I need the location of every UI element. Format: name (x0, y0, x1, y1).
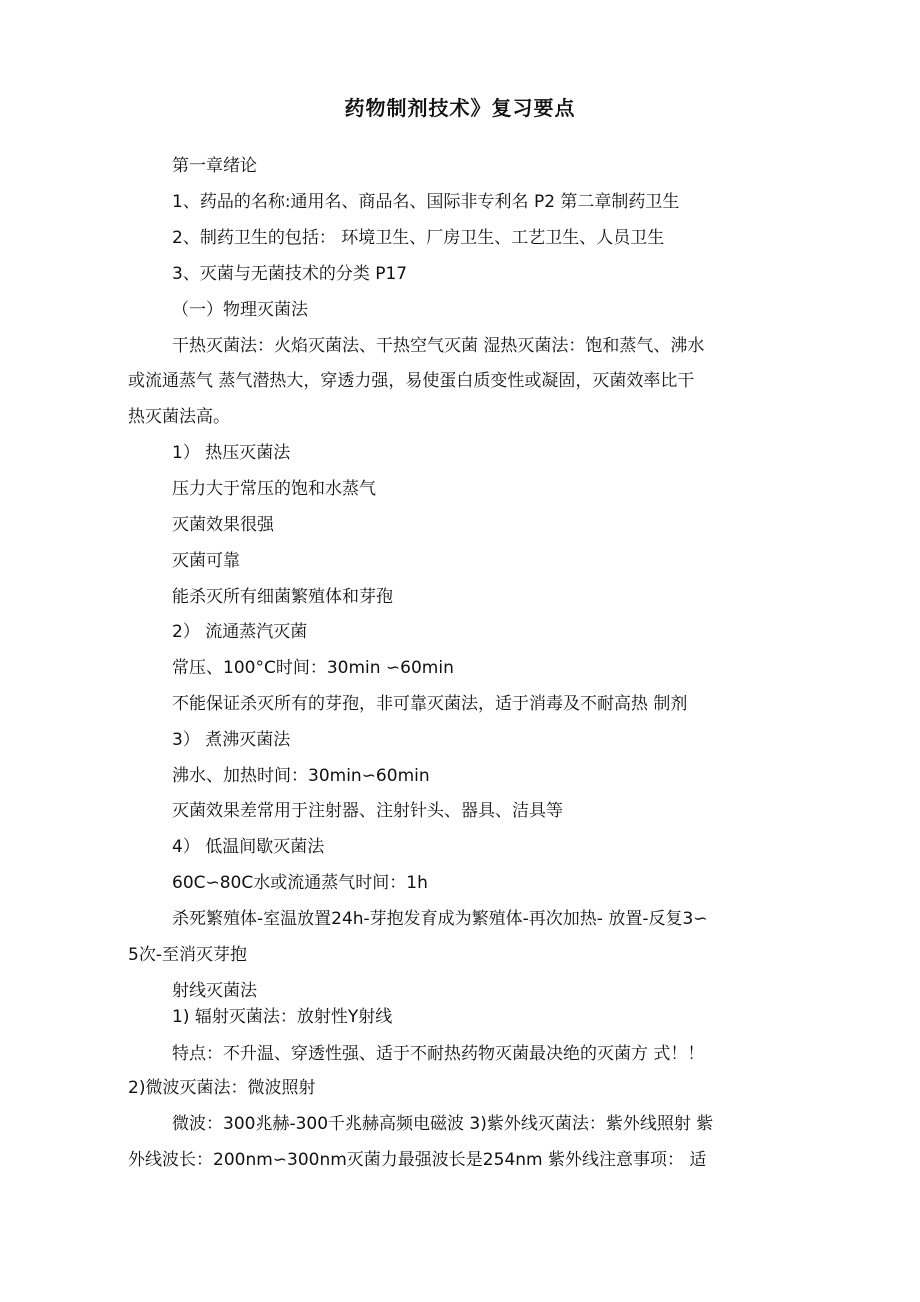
subsection-heading: 1） 热压灭菌法 (172, 443, 291, 463)
text-line: 沸水、加热时间：30min∽60min (172, 766, 430, 786)
subsection-heading: 3） 煮沸灭菌法 (172, 730, 291, 750)
text-line: 5次-至消灭芽抱 (128, 945, 247, 965)
text-line: 外线波长：200nm∽300nm灭菌力最强波长是254nm 紫外线注意事项： 适 (128, 1150, 707, 1170)
subsection-heading: 4） 低温间歇灭菌法 (172, 837, 325, 857)
text-line: 热灭菌法高。 (128, 407, 230, 427)
section-heading: 射线灭菌法 (172, 981, 257, 1001)
text-line: 灭菌可靠 (172, 551, 240, 571)
text-line: 3、灭菌与无菌技术的分类 P17 (172, 264, 408, 284)
text-line: 2、制药卫生的包括： 环境卫生、厂房卫生、工艺卫生、人员卫生 (172, 228, 665, 248)
text-line: 干热灭菌法：火焰灭菌法、干热空气灭菌 湿热灭菌法：饱和蒸气、沸水 (172, 336, 705, 356)
section-heading: （一）物理灭菌法 (172, 300, 308, 320)
subsection-heading: 2） 流通蒸汽灭菌 (172, 622, 308, 642)
text-line: 1、药品的名称:通用名、商品名、国际非专利名 P2 第二章制药卫生 (172, 192, 680, 212)
text-line: 压力大于常压的饱和水蒸气 (172, 479, 376, 499)
chapter-heading: 第一章绪论 (172, 156, 257, 176)
subsection-heading: 2)微波灭菌法：微波照射 (128, 1078, 316, 1098)
text-line: 能杀灭所有细菌繁殖体和芽孢 (172, 587, 393, 607)
subsection-heading: 1) 辐射灭菌法：放射性Y射线 (172, 1007, 393, 1027)
text-line: 特点：不升温、穿透性强、适于不耐热药物灭菌最决绝的灭菌方 式！！ (172, 1044, 705, 1064)
text-line: 60C∽80C水或流通蒸气时间：1h (172, 873, 428, 893)
text-line: 微波：300兆赫-300千兆赫高频电磁波 3)紫外线灭菌法：紫外线照射 紫 (172, 1114, 714, 1134)
text-line: 常压、100°C时间：30min ∽60min (172, 658, 454, 678)
text-line: 不能保证杀灭所有的芽孢，非可靠灭菌法，适于消毒及不耐高热 制剂 (172, 694, 688, 714)
document-title: 药物制剂技术》复习要点 (344, 96, 576, 120)
text-line: 杀死繁殖体-室温放置24h-芽抱发育成为繁殖体-再次加热- 放置-反复3∽ (172, 909, 708, 929)
text-line: 或流通蒸气 蒸气潜热大，穿透力强，易使蛋白质变性或凝固，灭菌效率比干 (128, 371, 695, 391)
text-line: 灭菌效果很强 (172, 515, 274, 535)
text-line: 灭菌效果差常用于注射器、注射针头、器具、洁具等 (172, 801, 563, 821)
